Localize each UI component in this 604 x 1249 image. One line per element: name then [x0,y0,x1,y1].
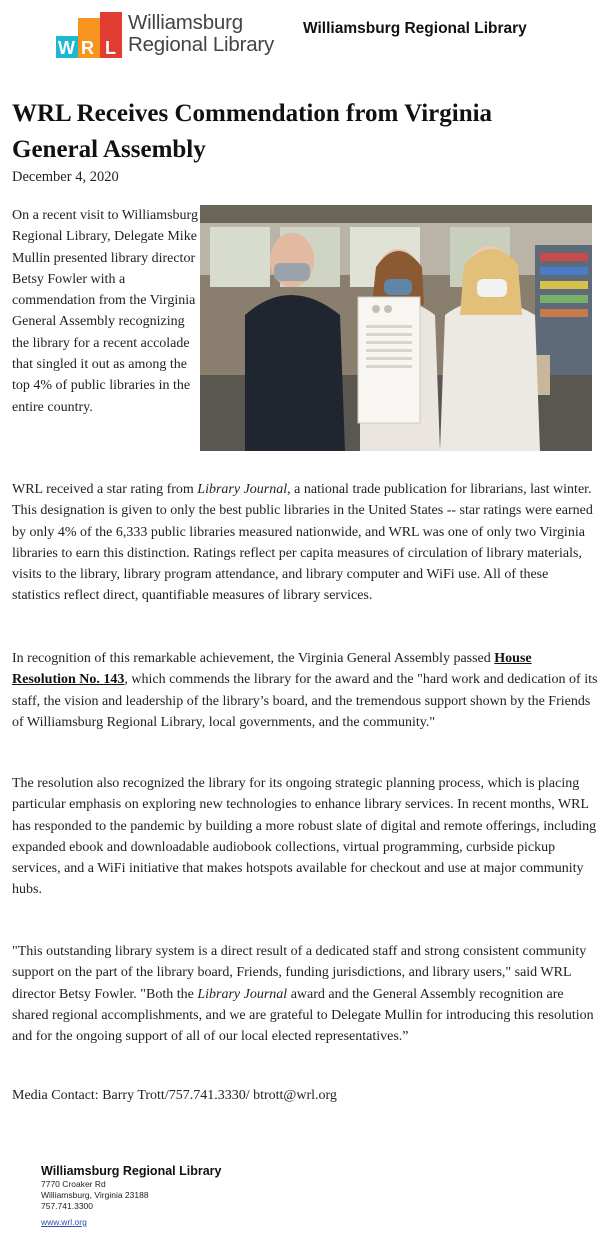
logo-line-2: Regional Library [128,33,275,56]
p4-text-a: "This outstanding library system is a direct result of a dedicated staff and strong consistent community support on the part of the library board, Friends, funding jurisdictions, and library users," said WRL director Betsy Fowler. "Both the [12,944,587,1002]
logo-wordmark [128,12,274,56]
logo-letter-l: L [105,38,116,58]
footer-library-name: Williamsburg Regional Library [41,1164,222,1178]
site-title: Williamsburg Regional Library [303,20,527,37]
p1-text-a: WRL received a star rating from [12,482,198,497]
article-date: December 4, 2020 [12,169,119,185]
paragraph-star-rating [12,479,598,607]
wrl-logo-mark [56,12,124,62]
footer-address-line-2: Williamsburg, Virginia 23188 [41,1190,149,1200]
commendation-photo [200,205,592,451]
header [0,0,604,80]
footer-phone: 757.741.3300 [41,1201,93,1211]
logo-line-1: Williamsburg [128,11,243,34]
logo-letter-r: R [81,38,94,58]
footer-address-line-1: 7770 Croaker Rd [41,1179,106,1189]
p2-text-a: In recognition of this remarkable achievement, the Virginia General Assembly passed [12,651,495,666]
wrl-logo[interactable] [56,12,296,62]
p1-text-b: , a national trade publication for librarians, last winter. This designation is given to only the best public libraries in the United States -- star ratings were earned by only 4% of the 6,333 public libraries measured nationwide, and WRL was one of only two Virginia libraries to earn this distinction. Ratings reflect per capita measures of circulation of library materials, visits to the library, library program attendance, and library computer and WiFi use. All of these statistics reflect direct, quantifiable measures of library services. [12,482,593,604]
footer-website-link[interactable]: www.wrl.org [41,1217,87,1227]
intro-paragraph: On a recent visit to Williamsburg Regional Library, Delegate Mike Mullin presented library director Betsy Fowler with a commendation from the Virginia General Assembly recognizing the library for a recent accolade that singled it out as among the top 4% of public libraries in the entire country. [12,208,198,415]
p4-text-b: award and the General Assembly recognition are shared regional accomplishments, and we are grateful to Delegate Mullin for introducing this resolution and for the ongoing support of all of our local elected representatives.” [12,986,594,1045]
paragraph-strategic-planning: The resolution also recognized the library for its ongoing strategic planning process, which is placing particular emphasis on exploring new technologies to enhance library services. In recent months, WRL has responded to the pandemic by building a more robust slate of digital and remote offerings, including expanded ebook and downloadable audiobook collections, virtual programming, curbside pickup services, and a WiFi initiative that makes hotspots available for checkout and use at major community hubs. [12,776,597,898]
house-resolution-link[interactable]: House Resolution No. 143 [12,651,532,688]
p2-text-b: , which commends the library for the award and the "hard work and dedication of its staff, the vision and leadership of the library’s board, and the tremendous support shown by the Friends of Williamsburg Regional Library, local governments, and the community." [12,672,598,730]
paragraph-quote [12,941,598,1047]
p4-library-journal: Library Journal [197,986,288,1002]
p1-library-journal: Library Journal [197,482,288,497]
article-title: WRL Receives Commendation from Virginia General Assembly [12,100,493,163]
paragraph-resolution [12,648,598,733]
logo-letter-w: W [58,38,75,58]
footer [41,1163,341,1230]
media-contact: Media Contact: Barry Trott/757.741.3330/ btrott@wrl.org [12,1088,337,1103]
